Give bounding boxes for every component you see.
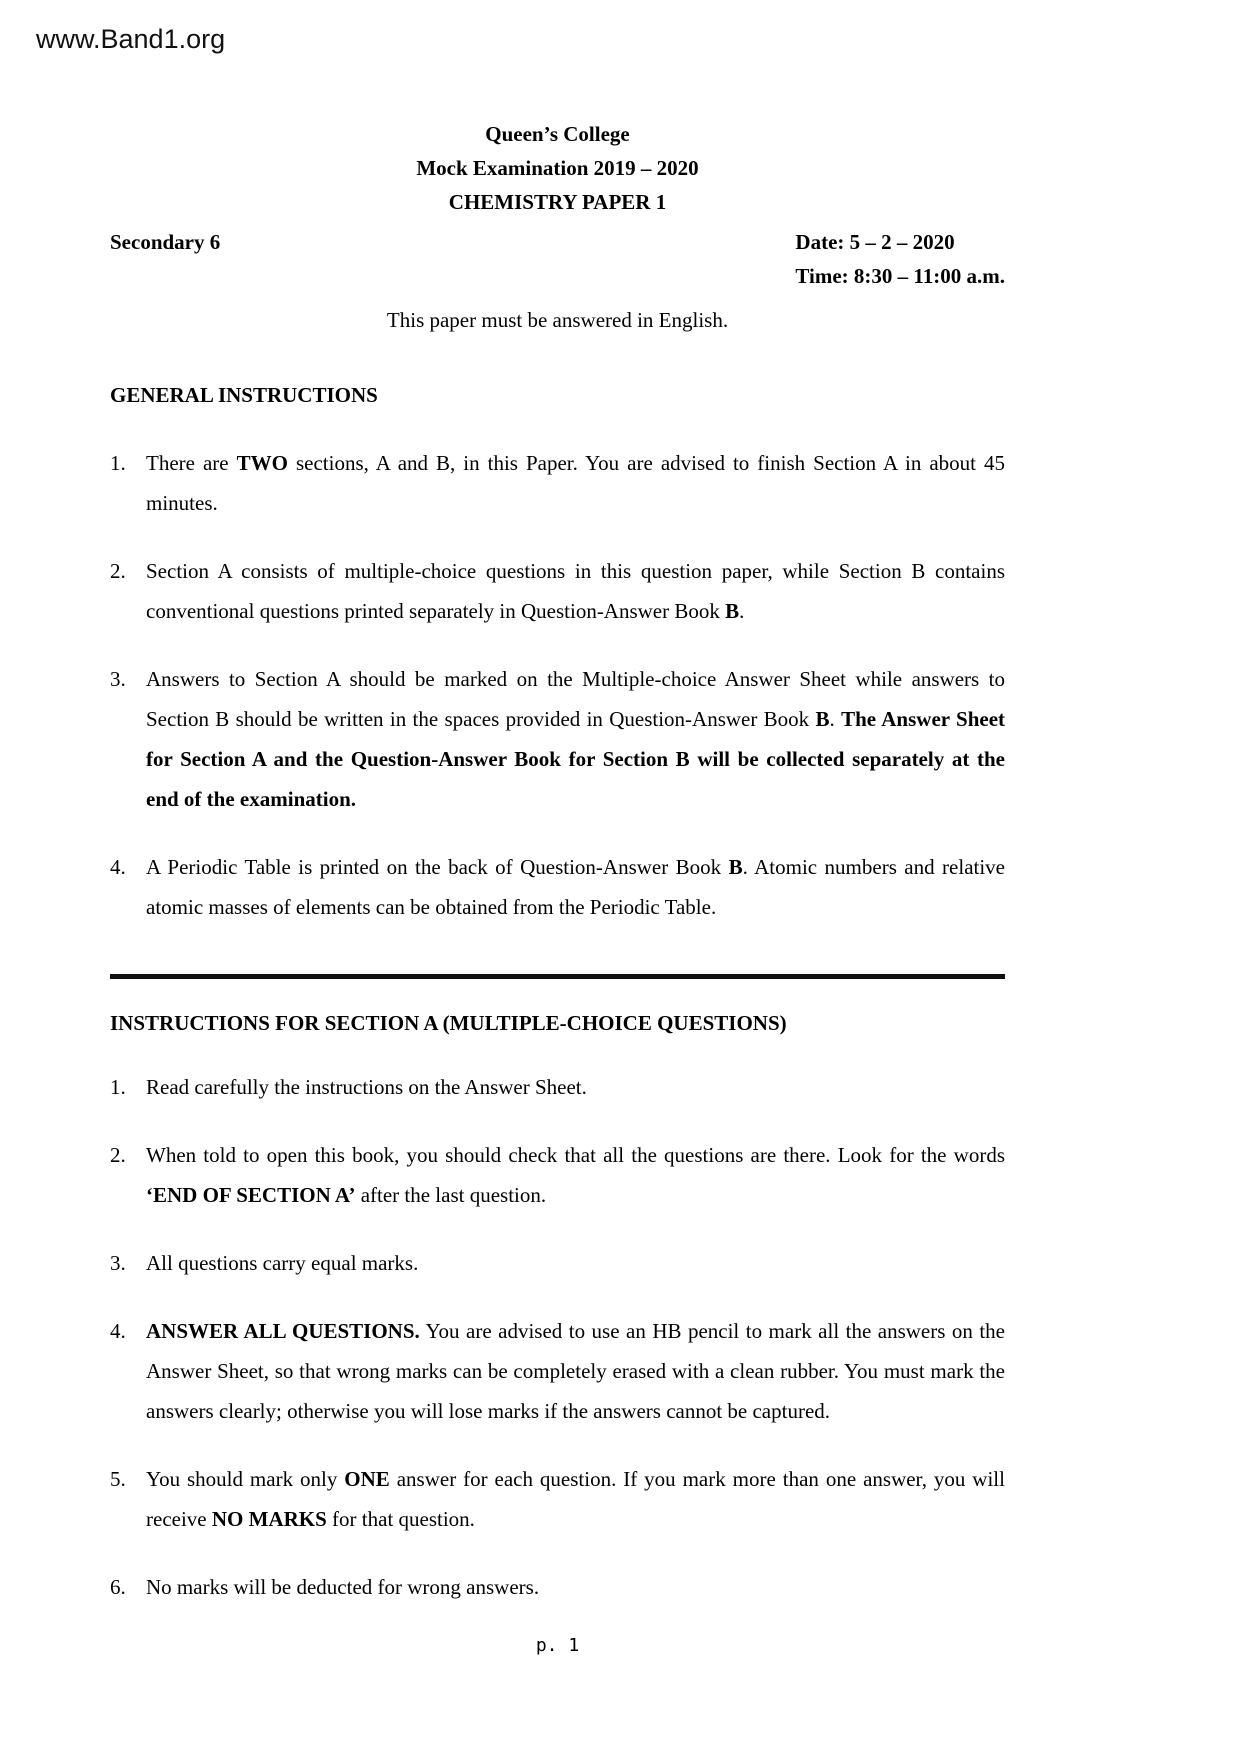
- paper-title: CHEMISTRY PAPER 1: [448, 190, 667, 214]
- instruction-number: 2.: [110, 559, 126, 583]
- instruction-number: 3.: [110, 667, 126, 691]
- instruction-number: 1.: [110, 1075, 126, 1099]
- section-a-instructions-list: [110, 1067, 1005, 1607]
- page-number: p. 1: [535, 1635, 580, 1656]
- instruction-item: [110, 1567, 1005, 1607]
- instruction-number: 2.: [110, 1143, 126, 1167]
- exam-meta-row: [110, 225, 1005, 293]
- instruction-text: ANSWER ALL QUESTIONS. You are advised to use an HB pencil to mark all the answers on the Answer Sheet, so that wrong marks can be completely erased with a clean rubber. You must mark the answers clearly; otherwise you will lose marks if the answers cannot be captured.: [146, 1319, 1005, 1423]
- instruction-item: [110, 551, 1005, 631]
- instruction-item: [110, 1243, 1005, 1283]
- section-a-instructions-heading: INSTRUCTIONS FOR SECTION A (MULTIPLE-CHOICE QUESTIONS): [110, 1011, 787, 1035]
- section-divider: [110, 974, 1005, 979]
- general-instructions-heading: GENERAL INSTRUCTIONS: [110, 383, 378, 407]
- exam-time: Time: 8:30 – 11:00 a.m.: [795, 264, 1005, 288]
- instruction-text: Answers to Section A should be marked on the Multiple-choice Answer Sheet while answers to Section B should be written in the spaces provided in Question-Answer Book B. The Answer Sheet for Section A and the Question-Answer Book for Section B will be collected separately at the end of the examination.: [146, 667, 1006, 811]
- instruction-text: Read carefully the instructions on the Answer Sheet.: [146, 1075, 587, 1099]
- instruction-text: All questions carry equal marks.: [146, 1251, 419, 1275]
- instruction-item: [110, 443, 1005, 523]
- instruction-item: [110, 1459, 1005, 1539]
- instruction-item: [110, 659, 1005, 819]
- school-name: Queen’s College: [485, 122, 630, 146]
- exam-date-time: [795, 225, 1005, 293]
- instruction-number: 4.: [110, 1319, 126, 1343]
- instruction-text: A Periodic Table is printed on the back of Question-Answer Book B. Atomic numbers and relative atomic masses of elements can be obtained from the Periodic Table.: [146, 855, 1006, 919]
- instruction-number: 6.: [110, 1575, 126, 1599]
- instruction-number: 4.: [110, 855, 126, 879]
- instruction-item: [110, 1067, 1005, 1107]
- exam-title: Mock Examination 2019 – 2020: [416, 156, 699, 180]
- instruction-text: When told to open this book, you should check that all the questions are there. Look for the words ‘END OF SECTION A’ after the last question.: [146, 1143, 1005, 1207]
- instruction-number: 3.: [110, 1251, 126, 1275]
- instruction-item: [110, 1135, 1005, 1215]
- general-instructions-list: [110, 443, 1005, 927]
- language-note: This paper must be answered in English.: [386, 308, 729, 332]
- exam-date: Date: 5 – 2 – 2020: [795, 230, 955, 254]
- class-level: Secondary 6: [110, 230, 221, 254]
- instruction-item: [110, 1311, 1005, 1431]
- site-watermark: www.Band1.org: [36, 24, 226, 54]
- instruction-text: Section A consists of multiple-choice questions in this question paper, while Section B contains conventional questions printed separately in Question-Answer Book B.: [146, 559, 1005, 623]
- instruction-number: 5.: [110, 1467, 126, 1491]
- instruction-text: No marks will be deducted for wrong answers.: [146, 1575, 540, 1599]
- instruction-number: 1.: [110, 451, 126, 475]
- instruction-text: There are TWO sections, A and B, in this Paper. You are advised to finish Section A in about 45 minutes.: [146, 451, 1005, 515]
- instruction-item: [110, 847, 1005, 927]
- instruction-text: You should mark only ONE answer for each question. If you mark more than one answer, you will receive NO MARKS for that question.: [146, 1467, 1005, 1531]
